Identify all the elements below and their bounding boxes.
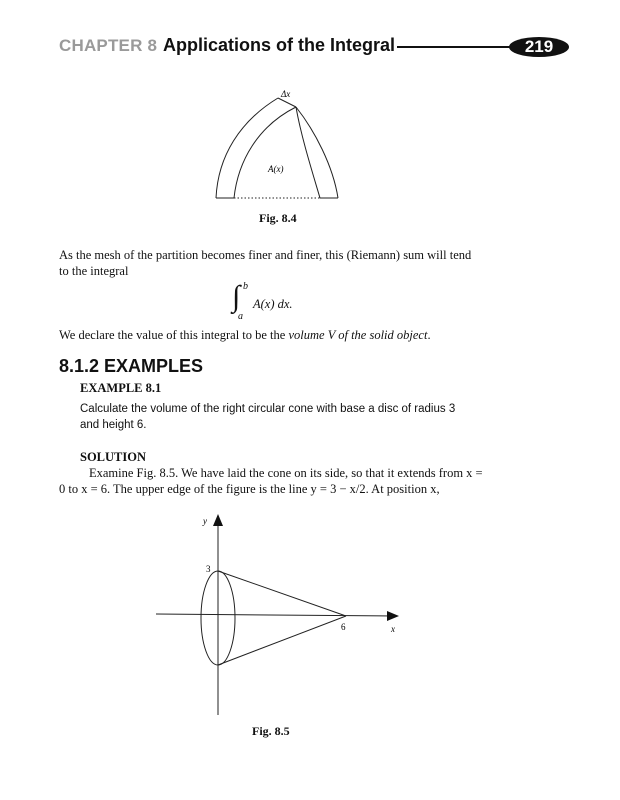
x-axis-arrow [387,611,399,621]
chapter-label: CHAPTER 8 [59,36,158,55]
header-rule [397,46,517,48]
example-statement-line1: Calculate the volume of the right circular cone with base a disc of radius 3 [80,403,456,415]
example-statement [80,401,455,433]
y-axis-arrow [213,514,223,526]
solution-line1: Examine Fig. 8.5. We have laid the cone on its side, so that it extends from x = [89,466,483,480]
paragraph-riemann [59,247,559,279]
tick-label-6: 6 [341,622,346,632]
fig-8-5-caption: Fig. 8.5 [252,724,290,738]
area-label: A(x) [268,164,284,174]
paragraph-riemann-line2: to the integral [59,264,129,278]
chapter-title: Applications of the Integral [163,35,396,55]
fig-8-4-caption: Fig. 8.4 [259,211,297,225]
tick-label-3: 3 [206,564,211,574]
solid-top-edge [278,98,296,107]
cone-upper-edge [218,571,346,616]
delta-x-label: Δx [281,89,291,99]
paragraph-riemann-line1: As the mesh of the partition becomes finer and finer, this (Riemann) sum will tend [59,248,472,262]
section-heading: 8.1.2 EXAMPLES [59,356,204,376]
figure-8-5 [150,510,420,720]
cross-section-right-edge [296,107,320,198]
solution-text [59,465,483,497]
solution-label: SOLUTION [80,450,146,464]
figure-8-4 [200,86,360,211]
cone-lower-edge [218,616,346,665]
example-label: EXAMPLE 8.1 [80,381,162,395]
volume-sentence-emphasis: volume V of the solid object [288,328,428,342]
integral-upper-limit: b [243,281,248,292]
cross-section-left-edge [234,107,296,198]
x-axis-label: x [391,624,395,634]
integral-sign: ∫ [232,280,241,313]
volume-sentence [59,327,431,343]
solid-outer-right-edge [296,107,338,198]
x-axis [156,614,394,616]
integrand: A(x) dx. [253,297,293,311]
page-number-badge: 219 [509,37,569,57]
solid-outer-left-edge [216,98,278,198]
example-statement-line2: and height 6. [80,419,147,431]
integral-lower-limit: a [238,311,243,322]
volume-sentence-prefix: We declare the value of this integral to be the [59,328,289,342]
solution-line2: 0 to x = 6. The upper edge of the figure is the line y = 3 − x/2. At position x, [59,482,440,496]
y-axis-label: y [203,516,207,526]
volume-sentence-suffix: . [427,328,431,342]
